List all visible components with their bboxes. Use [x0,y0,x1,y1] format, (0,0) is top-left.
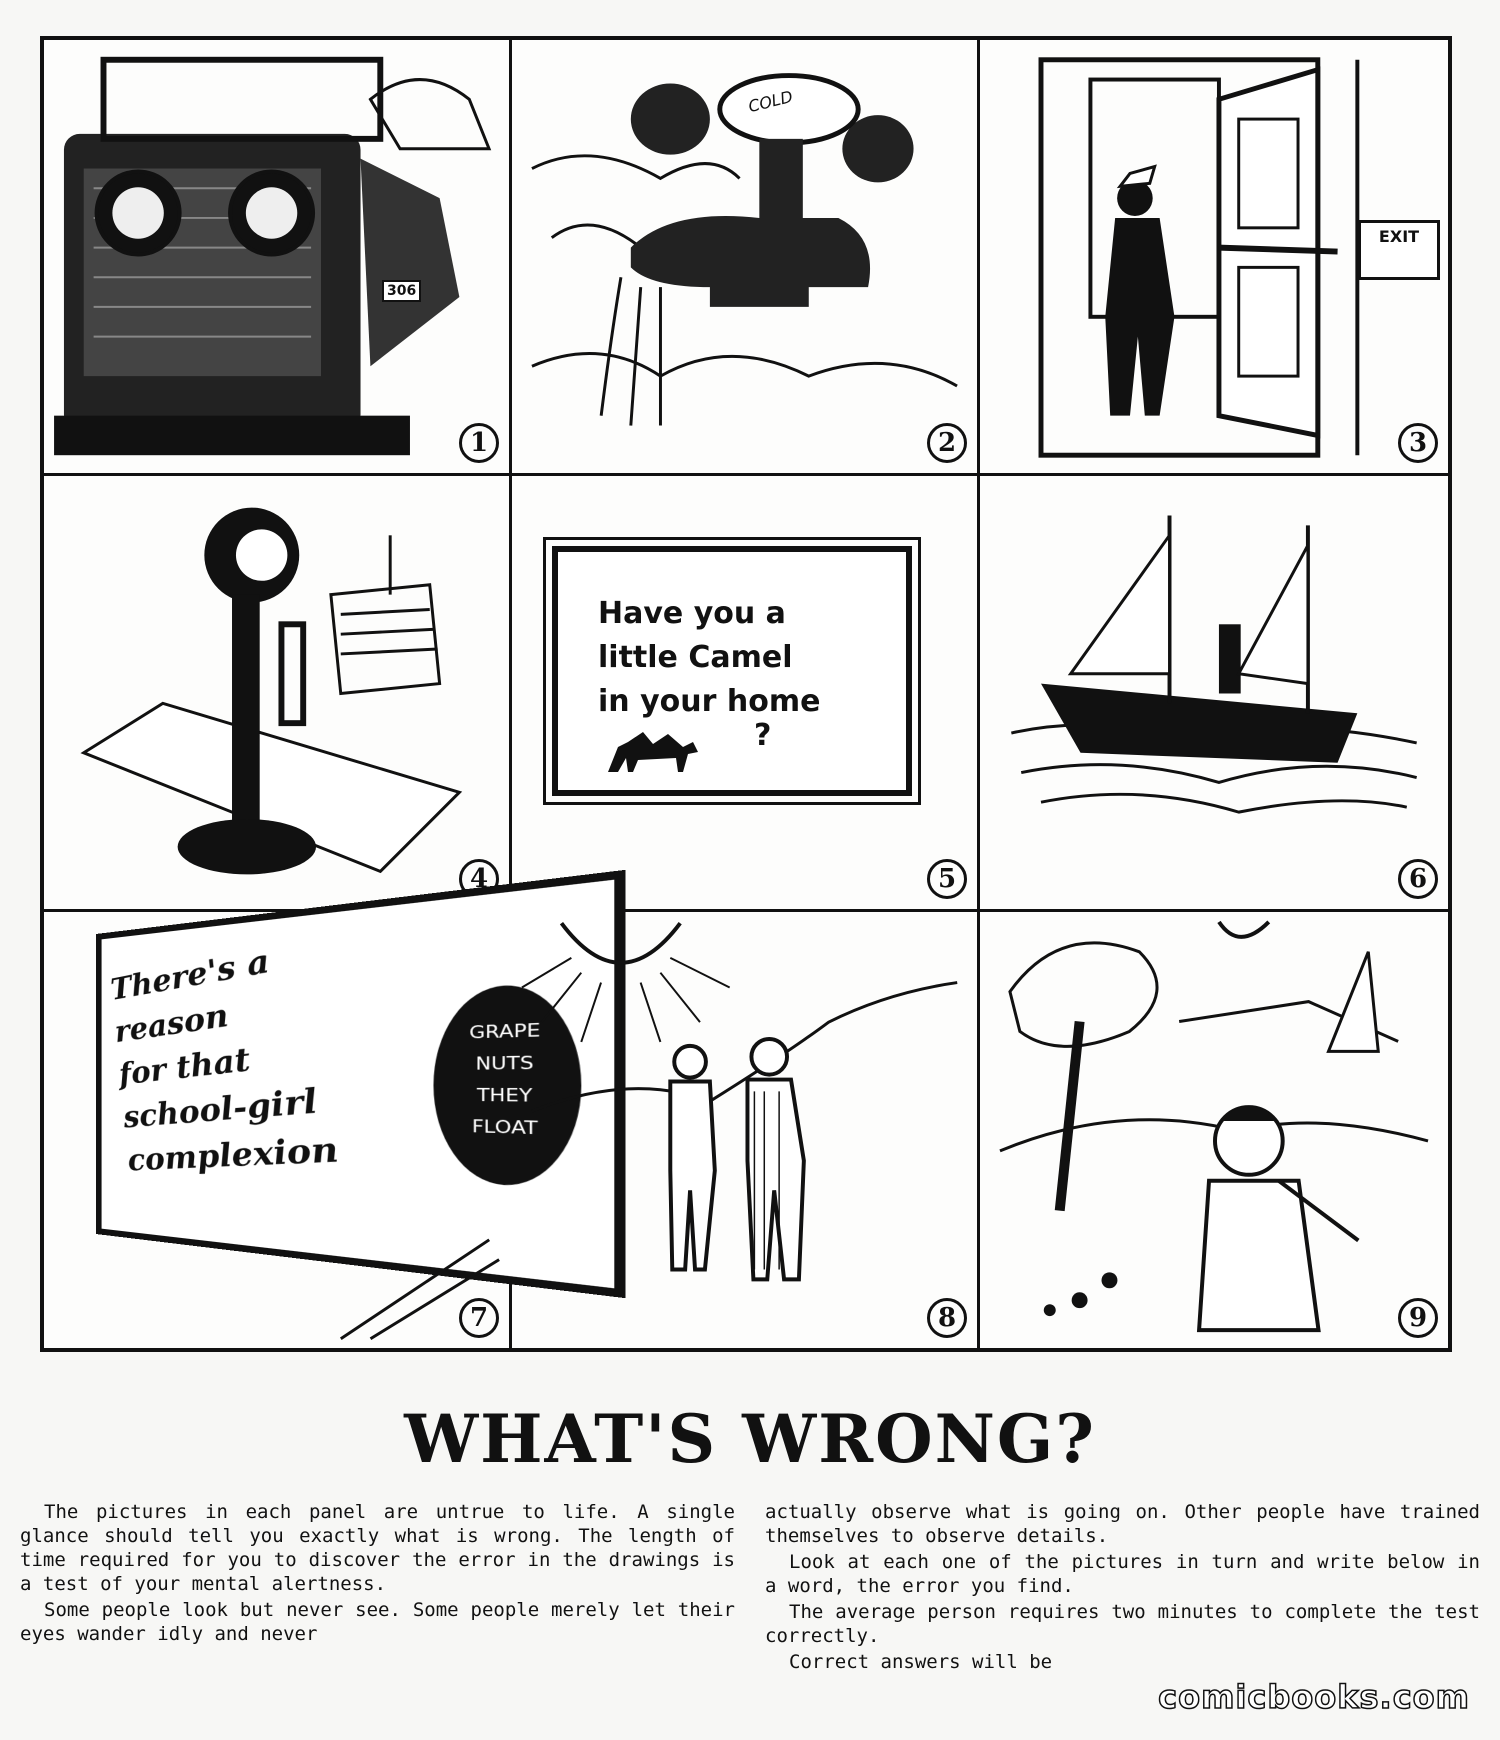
exit-sign [1358,220,1440,280]
panel-number: 1 [459,423,499,463]
paragraph: Look at each one of the pictures in turn and write below in a word, the error you find. [765,1551,1480,1597]
panel-number: 4 [459,859,499,899]
boy-illustration [980,912,1448,1348]
page-title: WHAT'S WRONG? [404,1400,1096,1478]
license-plate: 306 [382,280,421,302]
panel-2 [512,40,980,476]
panel-4 [44,476,512,912]
panel-number: 2 [927,423,967,463]
puzzle-grid [40,36,1452,1352]
faucet-illustration [512,40,977,473]
billboard-text: There's a reason for that school-girl complexion [109,941,341,1178]
panel-5 [512,476,980,912]
paragraph: Some people look but never see. Some people merely let their eyes wander idly and never [20,1599,735,1645]
site-watermark: comicbooks.com [1158,1678,1470,1716]
panel-6 [980,476,1448,912]
panel-number: 7 [459,1298,499,1338]
question-mark: ? [754,718,772,753]
panel-number: 5 [927,859,967,899]
ship-illustration [980,476,1448,909]
billboard-text: Have you a little Camel in your home [598,596,821,719]
text-column-right [765,1500,1480,1700]
panel-9 [980,912,1448,1348]
panel-number: 3 [1398,423,1438,463]
paragraph: actually observe what is going on. Other people have trained themselves to observe details. [765,1501,1480,1547]
street-illustration [44,912,509,1348]
exit-sign-label: EXIT [1378,227,1420,246]
panel-7 [44,912,541,1348]
panel-number: 9 [1398,1298,1438,1338]
billboard-sign [552,546,912,796]
text-column-left [20,1500,735,1700]
billboard-oval: GRAPE NUTS THEY FLOAT [433,981,581,1190]
panel-1 [44,40,512,476]
telephone-illustration [44,476,509,909]
tap-label: COLD [746,86,795,117]
car-illustration [44,40,509,473]
paragraph: The pictures in each panel are untrue to life. A single glance should tell you exactly what is wrong. The length of time required for you to discover the error in the drawings is a test of your mental alertness. [20,1501,735,1595]
two-men-illustration [512,912,977,1348]
instructions-text [20,1500,1480,1700]
paragraph: The average person requires two minutes to complete the test correctly. [765,1601,1480,1647]
panel-number: 6 [1398,859,1438,899]
paragraph: Correct answers will be [789,1651,1053,1673]
panel-number: 8 [927,1298,967,1338]
panel-3 [980,40,1448,476]
panel-8 [512,912,980,1348]
